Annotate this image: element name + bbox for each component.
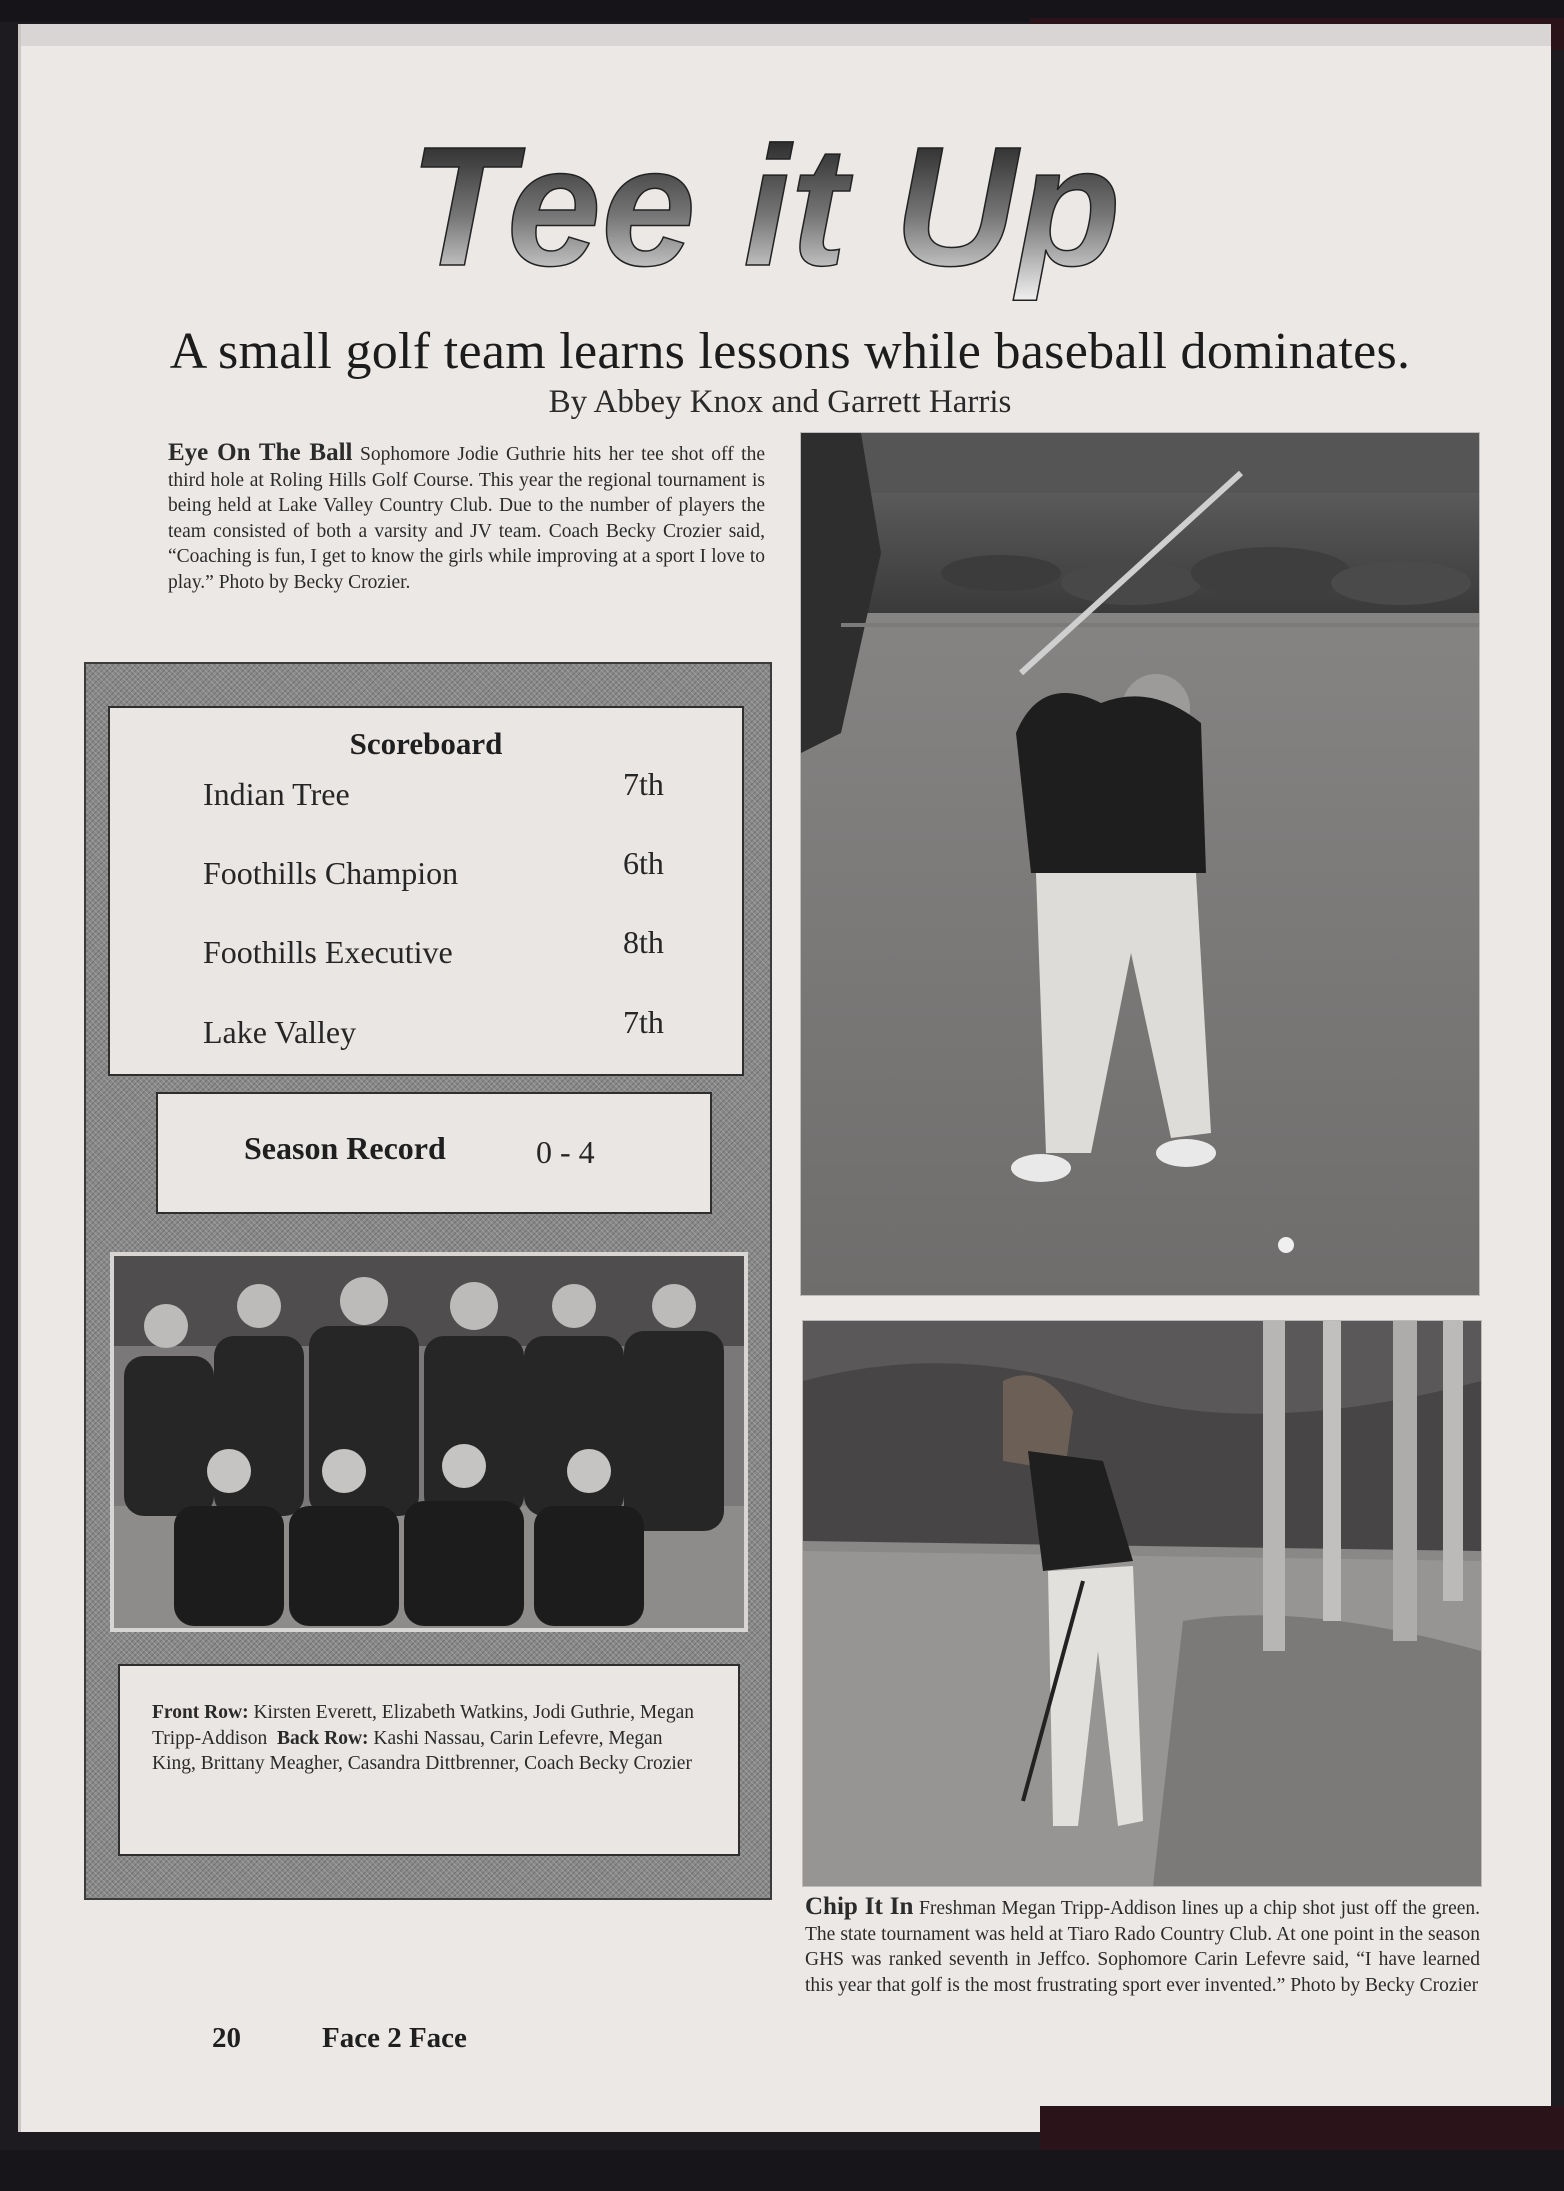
tournament-name: Foothills Executive (203, 934, 453, 970)
caption-body: Sophomore Jodie Guthrie hits her tee shot off the third hole at Roling Hills Golf Course. This year the regional tournament is being held at Lake Valley Country Club. Due to the number of players the team consisted of both a varsity and JV team. Coach Becky Crozier said, “Coaching is fun, I get to know the girls while improving at a sport I love to play.” Photo by Becky Crozier. (168, 444, 765, 593)
scoreboard-panel (84, 662, 772, 1900)
page-top-shade (21, 24, 1551, 46)
subtitle: A small golf team learns lessons while baseball dominates. (169, 323, 1411, 380)
scoreboard-title: Scoreboard (349, 726, 503, 761)
tournament-place: 7th (623, 1004, 664, 1040)
season-record-label: Season Record (244, 1130, 446, 1166)
caption-body: Freshman Megan Tripp-Addison lines up a chip shot just off the green. The state tournament was held at Tiaro Rado Country Club. At one point in the season GHS was ranked seventh in Jeffco. Sophomore Carin Lefevre said, “I have learned this year that golf is the most frustrating sport ever invented.” Photo by Becky Crozier (805, 1898, 1481, 1996)
season-record-box (156, 1092, 712, 1214)
team-names-box (118, 1664, 740, 1856)
back-row-label: Back Row: (276, 1727, 369, 1749)
byline: By Abbey Knox and Garrett Harris (548, 384, 1012, 420)
photo-golfer-chip (802, 1320, 1482, 1887)
tournament-name: Lake Valley (203, 1014, 357, 1050)
tournament-place: 8th (623, 924, 664, 960)
tournament-place: 7th (623, 766, 664, 802)
scoreboard-row (203, 766, 683, 812)
season-record-value: 0 - 4 (536, 1134, 595, 1170)
tournament-name: Foothills Champion (203, 855, 459, 891)
caption-chip-it-in (805, 1894, 1480, 1998)
caption-heading: Chip It In (805, 1893, 914, 1920)
tournament-place: 6th (623, 845, 664, 881)
section-name: Face 2 Face (322, 2022, 467, 2054)
scoreboard-row (203, 924, 683, 970)
team-names (152, 1700, 710, 1777)
bottom-border (0, 2150, 1564, 2191)
scoreboard-box (108, 706, 744, 1076)
page-title (245, 125, 1285, 310)
caption-heading: Eye On The Ball (168, 439, 353, 466)
back-row-names: Kashi Nassau, Carin Lefevre, Megan King, Brittany Meagher, Casandra Dittbrenner, Coach Becky Crozier (152, 1727, 692, 1774)
scoreboard-row (203, 1004, 683, 1050)
caption-eye-on-the-ball (168, 440, 765, 595)
tournament-name: Indian Tree (203, 776, 350, 812)
photo-team (110, 1252, 748, 1632)
photo-golfer-swing (800, 432, 1480, 1296)
page-number: 20 (212, 2022, 241, 2054)
front-row-names: Kirsten Everett, Elizabeth Watkins, Jodi Guthrie, Megan Tripp-Addison (152, 1702, 694, 1749)
bottom-binding-edge (1040, 2106, 1564, 2152)
title-text: Tee it Up (409, 125, 1121, 302)
front-row-label: Front Row: (152, 1702, 249, 1723)
scoreboard-row (203, 845, 683, 891)
